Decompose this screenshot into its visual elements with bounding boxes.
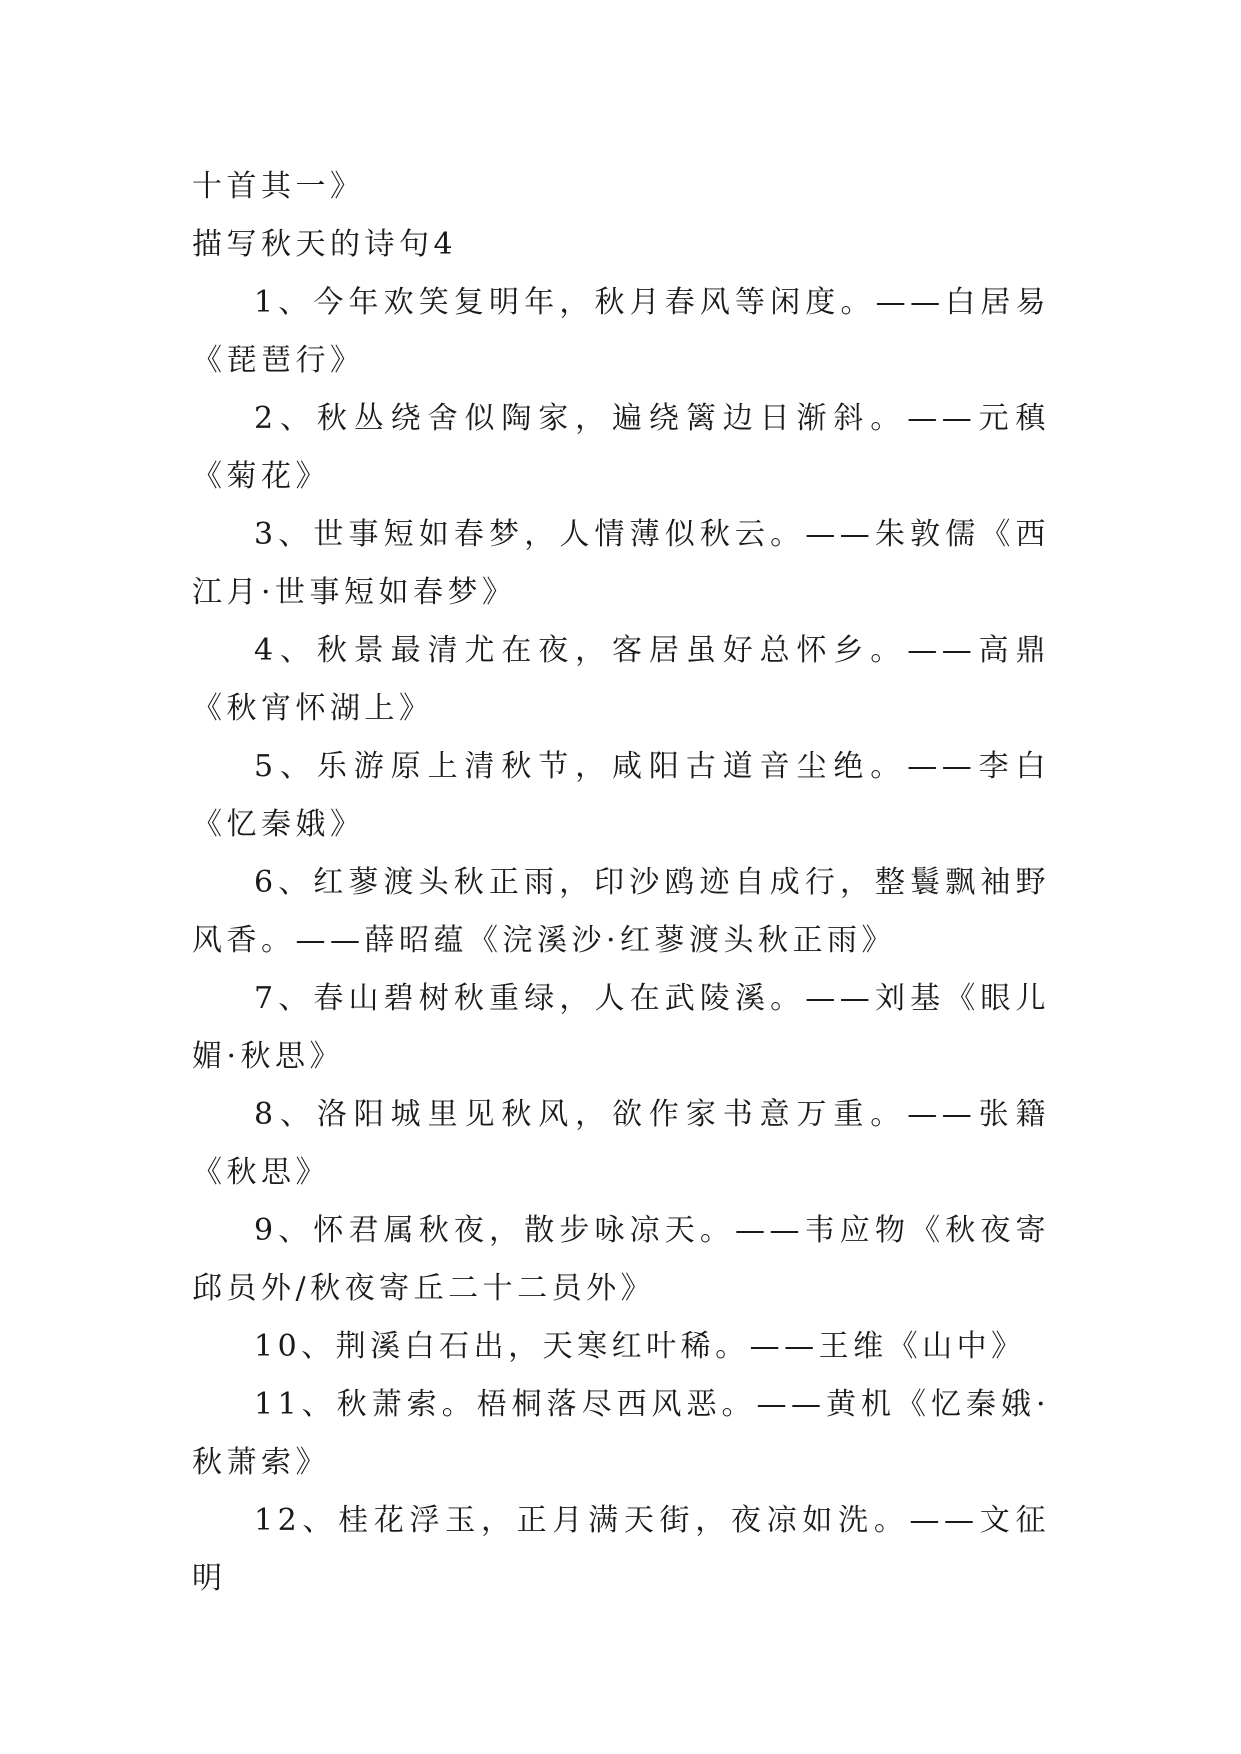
poem-item-2: 2、秋丛绕舍似陶家，遍绕篱边日渐斜。——元稹《菊花》 [192, 401, 1050, 494]
poem-item-11: 11、秋萧索。梧桐落尽西风恶。——黄机《忆秦娥·秋萧索》 [192, 1387, 1050, 1480]
poem-item-9: 9、怀君属秋夜，散步咏凉天。——韦应物《秋夜寄邱员外/秋夜寄丘二十二员外》 [192, 1213, 1050, 1306]
document-body [192, 158, 1050, 1608]
poem-item-5: 5、乐游原上清秋节，咸阳古道音尘绝。——李白《忆秦娥》 [192, 749, 1050, 842]
poem-item-4: 4、秋景最清尤在夜，客居虽好总怀乡。——高鼎《秋宵怀湖上》 [192, 633, 1050, 726]
poem-item-7: 7、春山碧树秋重绿，人在武陵溪。——刘基《眼儿媚·秋思》 [192, 981, 1050, 1074]
poem-item-8: 8、洛阳城里见秋风，欲作家书意万重。——张籍《秋思》 [192, 1097, 1050, 1190]
poem-item-3: 3、世事短如春梦，人情薄似秋云。——朱敦儒《西江月·世事短如春梦》 [192, 517, 1050, 610]
poem-item-10: 10、荆溪白石出，天寒红叶稀。——王维《山中》 [254, 1329, 1026, 1364]
section-heading: 描写秋天的诗句4 [192, 227, 458, 262]
text-line-continuation: 十首其一》 [192, 169, 365, 204]
poem-item-1: 1、今年欢笑复明年，秋月春风等闲度。——白居易《琵琶行》 [192, 285, 1050, 378]
poem-item-6: 6、红蓼渡头秋正雨，印沙鸥迹自成行，整鬟飘袖野风香。——薛昭蕴《浣溪沙·红蓼渡头秋正雨》 [192, 865, 1050, 958]
poem-item-12: 12、桂花浮玉，正月满天街，夜凉如洗。——文征明 [192, 1503, 1050, 1596]
